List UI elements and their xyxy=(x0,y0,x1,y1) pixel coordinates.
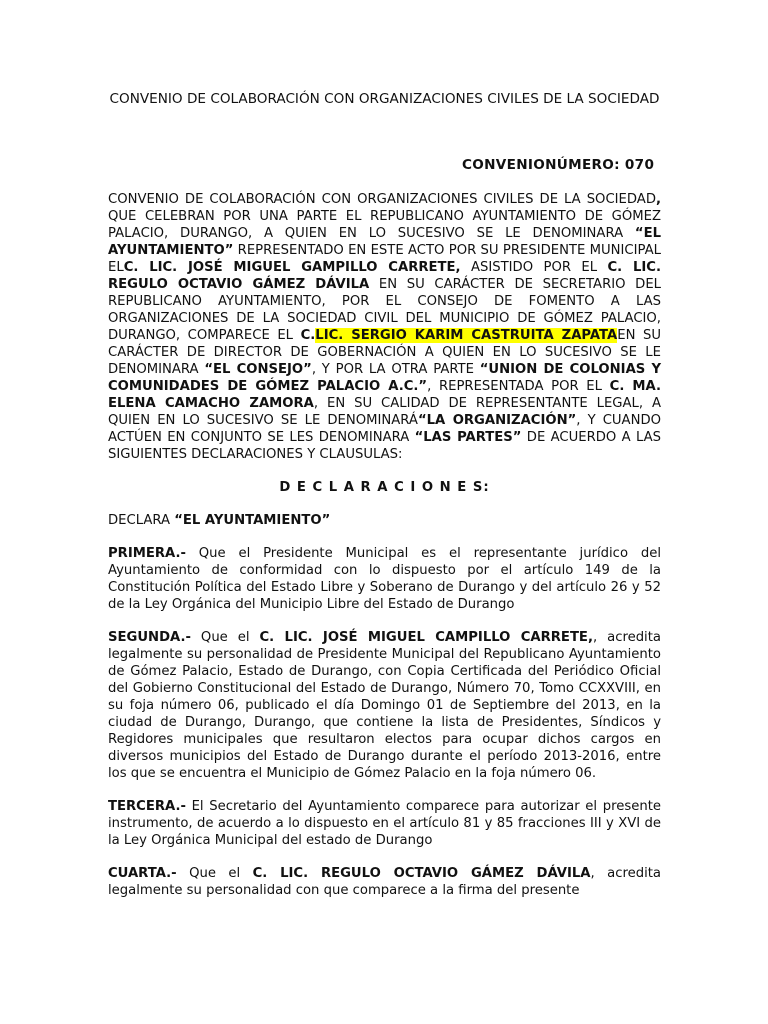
intro-paragraph: CONVENIO DE COLABORACIÓN CON ORGANIZACIONES CIVILES DE LA SOCIEDAD, QUE CELEBRAN POR UNA PARTE EL REPUBLICANO AYUNTAMIENTO DE GÓMEZ PALACIO, DURANGO, A QUIEN EN LO SUCESIVO SE LE DENOMINARA “EL AYUNTAMIENTO” REPRESENTADO EN ESTE ACTO POR SU PRESIDENTE MUNICIPAL ELC. LIC. JOSÉ MIGUEL GAMPILLO CARRETE, ASISTIDO POR EL C. LIC. REGULO OCTAVIO GÁMEZ DÁVILA EN SU CARÁCTER DE SECRETARIO DEL REPUBLICANO AYUNTAMIENTO, POR EL CONSEJO DE FOMENTO A LAS ORGANIZACIONES DE LA SOCIEDAD CIVIL DEL MUNICIPIO DE GÓMEZ PALACIO, DURANGO, COMPARECE EL C.LIC. SERGIO KARIM CASTRUITA ZAPATAEN SU CARÁCTER DE DIRECTOR DE GOBERNACIÓN A QUIEN EN LO SUCESIVO SE LE DENOMINARA “EL CONSEJO”, Y POR LA OTRA PARTE “UNION DE COLONIAS Y COMUNIDADES DE GÓMEZ PALACIO A.C.”, REPRESENTADA POR EL C. MA. ELENA CAMACHO ZAMORA, EN SU CALIDAD DE REPRESENTANTE LEGAL, A QUIEN EN LO SUCESIVO SE LE DENOMINARÁ“LA ORGANIZACIÓN”, Y CUANDO ACTÚEN EN CONJUNTO SE LES DENOMINARA “LAS PARTES” DE ACUERDO A LAS SIGUIENTES DECLARACIONES Y CLAUSULAS: xyxy=(108,192,662,462)
declaraciones-heading: D E C L A R A C I O N E S: xyxy=(279,480,490,495)
segunda-paragraph: SEGUNDA.- Que el C. LIC. JOSÉ MIGUEL CAMPILLO CARRETE,, acredita legalmente su personalidad de Presidente Municipal del Republicano Ayuntamiento de Gómez Palacio, Estado de Durango, con Copia Certificada del Periódico Oficial del Gobierno Constitucional del Estado de Durango, Número 70, Tomo CCXXVIII, en su foja número 06, publicado el día Domingo 01 de Septiembre del 2013, en la ciudad de Durango, Durango, que contiene la lista de Presidentes, Síndicos y Regidores municipales que resultaron electos para ocupar dichos cargos en diversos municipios del Estado de Durango durante el período 2013-2016, entre los que se encuentra el Municipio de Gómez Palacio en la foja número 06. xyxy=(108,630,661,781)
declara-line: DECLARA “EL AYUNTAMIENTO” xyxy=(108,513,331,528)
convenio-number: CONVENIONÚMERO: 070 xyxy=(462,157,655,173)
document-title: CONVENIO DE COLABORACIÓN CON ORGANIZACIONES CIVILES DE LA SOCIEDAD xyxy=(109,91,660,107)
highlighted-name: LIC. SERGIO KARIM CASTRUITA ZAPATA xyxy=(315,328,618,343)
tercera-paragraph: TERCERA.- El Secretario del Ayuntamiento comparece para autorizar el presente instrumento, de acuerdo a lo dispuesto en el artículo 81 y 85 fracciones III y XVI de la Ley Orgánica Municipal del estado de Durango xyxy=(108,799,661,848)
document-body xyxy=(108,191,661,915)
cuarta-paragraph: CUARTA.- Que el C. LIC. REGULO OCTAVIO GÁMEZ DÁVILA, acredita legalmente su personalidad con que comparece a la firma del presente xyxy=(108,866,661,898)
primera-paragraph: PRIMERA.- Que el Presidente Municipal es el representante jurídico del Ayuntamiento de conformidad con lo dispuesto por el artículo 149 de la Constitución Política del Estado Libre y Soberano de Durango y del artículo 26 y 52 de la Ley Orgánica del Municipio Libre del Estado de Durango xyxy=(108,546,661,612)
